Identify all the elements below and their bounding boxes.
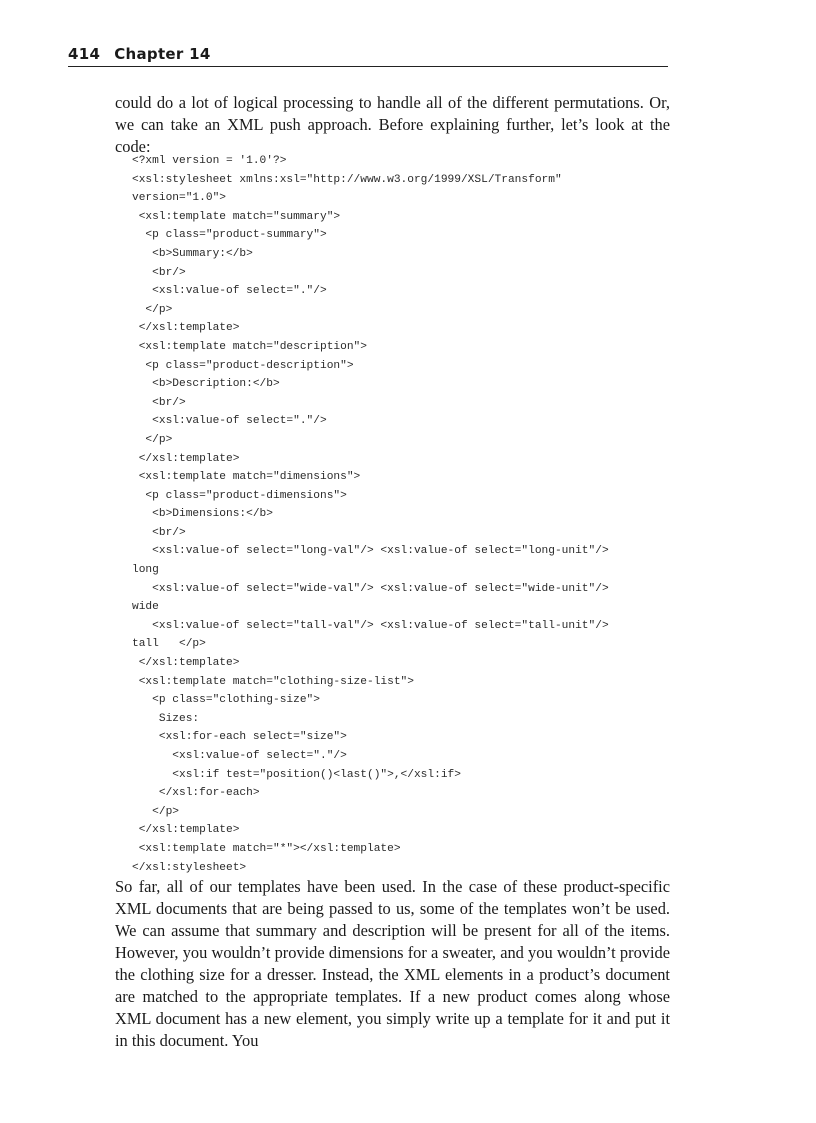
code-line: <xsl:template match="*"></xsl:template>	[132, 842, 401, 855]
running-header	[68, 44, 668, 67]
outro-paragraph: So far, all of our templates have been used. In the case of these product-specific XML documents that are being passed to us, some of the templates won’t be used. We can assume that summary and description will be present for all of the items. However, you wouldn’t provide dimensions for a sweater, and you wouldn’t provide the clothing size for a dresser. Instead, the XML elements in a product’s document are matched to the appropriate templates. If a new product comes along whose XML document has a new element, you simply write up a template for it and put it in this document. You	[115, 877, 670, 1050]
code-line: <br/>	[132, 396, 186, 409]
code-line: <p class="product-summary">	[132, 229, 327, 242]
code-line: <xsl:stylesheet xmlns:xsl="http://www.w3.org/1999/XSL/Transform"	[132, 173, 562, 186]
code-line: <xsl:template match="summary">	[132, 210, 341, 223]
code-line: </p>	[132, 805, 179, 818]
code-line: <xsl:template match="dimensions">	[132, 471, 361, 484]
code-line: tall </p>	[132, 638, 206, 651]
code-line: </p>	[132, 303, 173, 316]
page-number: 414	[68, 45, 101, 63]
code-line: <p class="product-dimensions">	[132, 489, 347, 502]
code-line: <xsl:template match="description">	[132, 340, 367, 353]
code-line: <xsl:value-of select="."/>	[132, 750, 347, 762]
code-line: <xsl:value-of select="tall-val"/> <xsl:value-of select="tall-unit"/>	[132, 619, 609, 632]
code-line: </p>	[132, 433, 173, 446]
code-line: <p class="clothing-size">	[132, 694, 320, 707]
code-line: <br/>	[132, 266, 186, 279]
code-line: <xsl:value-of select="."/>	[132, 415, 327, 428]
code-line: <xsl:value-of select="wide-val"/> <xsl:value-of select="wide-unit"/>	[132, 582, 609, 595]
code-line: </xsl:for-each>	[132, 787, 260, 800]
chapter-title: Chapter 14	[114, 45, 211, 63]
code-line: </xsl:template>	[132, 452, 240, 465]
code-line: <xsl:value-of select="long-val"/> <xsl:value-of select="long-unit"/>	[132, 545, 609, 558]
code-line: <p class="product-description">	[132, 359, 354, 372]
code-line: <br/>	[132, 526, 186, 539]
code-line: <b>Description:</b>	[132, 378, 280, 391]
code-line: version="1.0">	[132, 192, 226, 205]
code-line: <?xml version = '1.0'?>	[132, 155, 287, 167]
code-listing	[132, 152, 672, 877]
code-line: <b>Dimensions:</b>	[132, 508, 273, 521]
code-line: </xsl:stylesheet>	[132, 861, 247, 874]
code-line: </xsl:template>	[132, 322, 240, 335]
code-line: <xsl:template match="clothing-size-list">	[132, 675, 414, 688]
code-line: <xsl:value-of select="."/>	[132, 285, 327, 298]
code-line: </xsl:template>	[132, 824, 240, 837]
code-line: Sizes:	[132, 712, 200, 725]
code-line: </xsl:template>	[132, 657, 240, 670]
code-line: wide	[132, 601, 159, 614]
code-line: <b>Summary:</b>	[132, 247, 253, 260]
intro-paragraph: could do a lot of logical processing to handle all of the different permutations. Or, we can take an XML push approach. Before explaining further, let’s look at the code:	[115, 93, 670, 156]
code-line: <xsl:if test="position()<last()">,</xsl:if>	[132, 768, 461, 781]
code-line: long	[132, 564, 159, 577]
code-line: <xsl:for-each select="size">	[132, 731, 347, 744]
